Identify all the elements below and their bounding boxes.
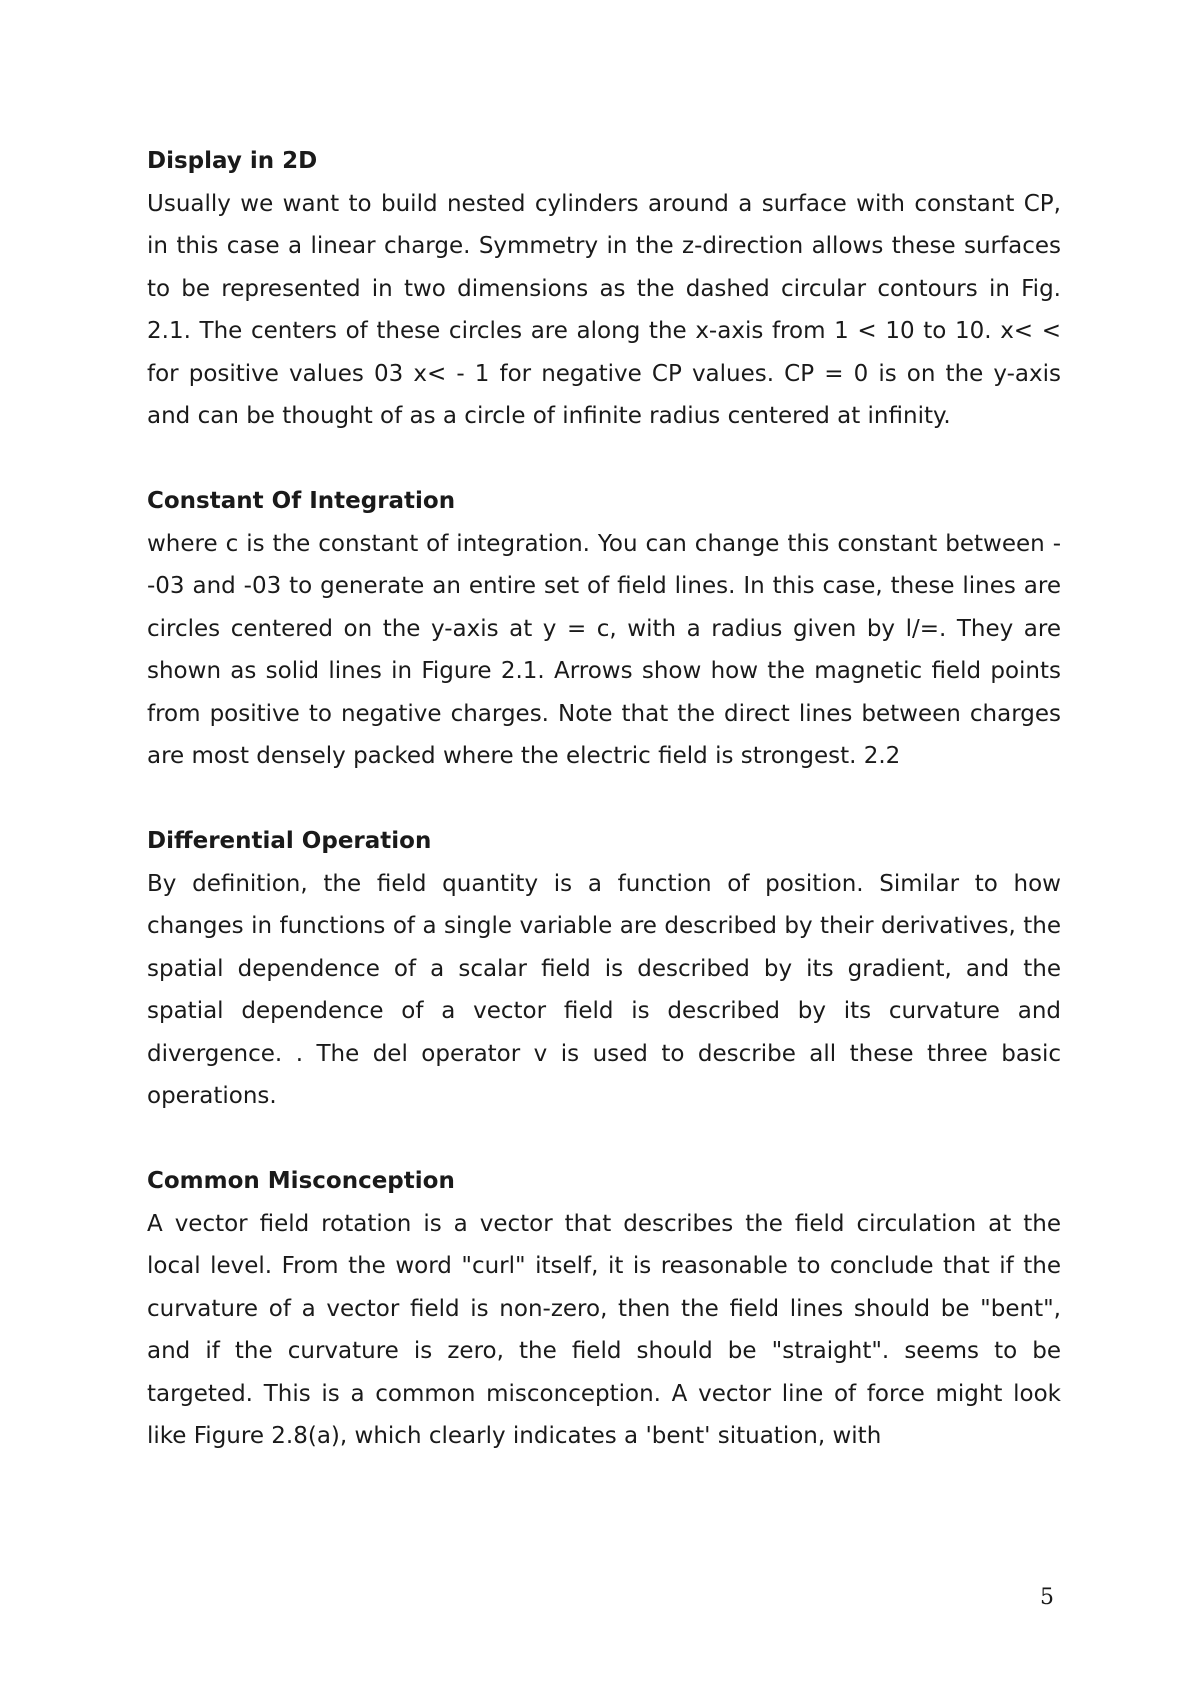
- paragraph-differential-operation: By definition, the field quantity is a function of position. Similar to how changes in functions of a single variable are described by their derivatives, the spatial dependence of a scalar field is described by its gradient, and the spatial dependence of a vector field is described by its curvature and divergence. . The del operator v is used to describe all these three basic operations.: [147, 870, 1061, 1109]
- section-title-display-in-2d: Display in 2D: [147, 148, 318, 174]
- section-title-constant-of-integration: Constant Of Integration: [147, 488, 456, 514]
- section-title-common-misconception: Common Misconception: [147, 1168, 455, 1194]
- section-gap: [147, 1118, 1061, 1161]
- section-gap: [147, 778, 1061, 821]
- page-number: 5: [1040, 1585, 1054, 1610]
- paragraph-display-in-2d: Usually we want to build nested cylinders around a surface with constant CP, in this case a linear charge. Symmetry in the z-direction allows these surfaces to be represented in two dimensions as the dashed circular contours in Fig. 2.1. The centers of these circles are along the x-axis from 1 < 10 to 10. x< < for positive values 03 x< - 1 for negative CP values. CP = 0 is on the y-axis and can be thought of as a circle of infinite radius centered at infinity.: [147, 190, 1061, 429]
- paragraph-constant-of-integration: where c is the constant of integration. You can change this constant between --03 and -03 to generate an entire set of field lines. In this case, these lines are circles centered on the y-axis at y = c, with a radius given by l/=. They are shown as solid lines in Figure 2.1. Arrows show how the magnetic field points from positive to negative charges. Note that the direct lines between charges are most densely packed where the electric field is strongest. 2.2: [147, 530, 1061, 769]
- section-title-differential-operation: Differential Operation: [147, 828, 432, 854]
- section-gap: [147, 438, 1061, 481]
- page-content: [147, 140, 1061, 1458]
- paragraph-common-misconception: A vector field rotation is a vector that describes the field circulation at the local level. From the word "curl" itself, it is reasonable to conclude that if the curvature of a vector field is non-zero, then the field lines should be "bent", and if the curvature is zero, the field should be "straight". seems to be targeted. This is a common misconception. A vector line of force might look like Figure 2.8(a), which clearly indicates a 'bent' situation, with: [147, 1210, 1061, 1449]
